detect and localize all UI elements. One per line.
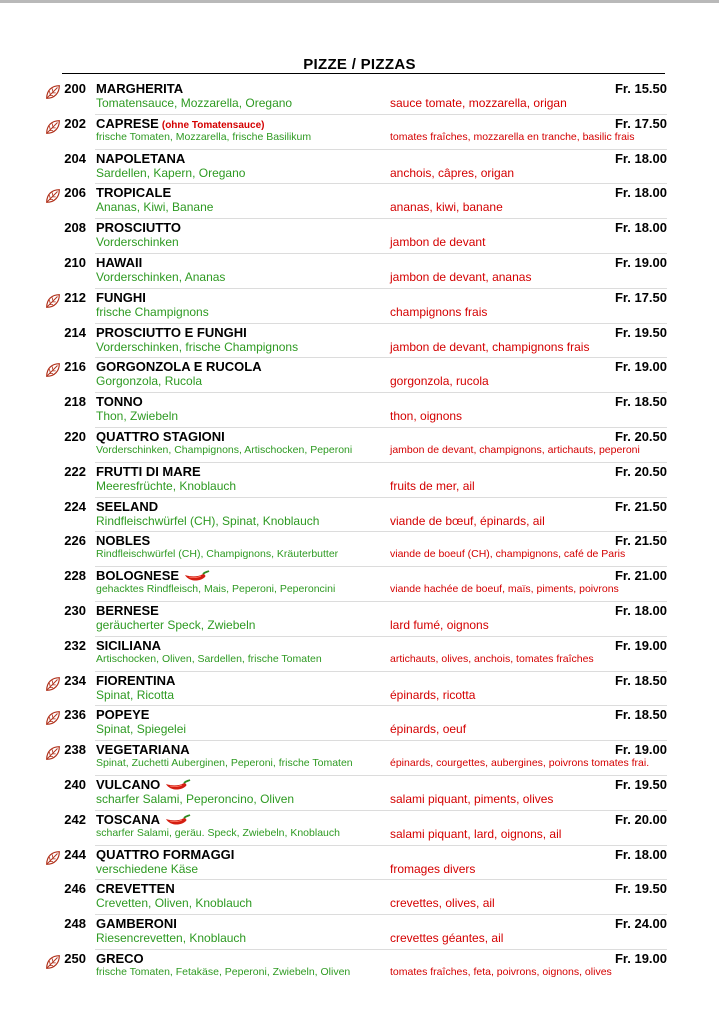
item-description-de: Riesencrevetten, Knoblauch bbox=[96, 931, 247, 946]
item-price: Fr. 20.50 bbox=[614, 463, 667, 479]
item-name-line bbox=[96, 533, 150, 548]
item-name: TROPICALE bbox=[96, 185, 172, 201]
leaf-icon bbox=[44, 83, 62, 101]
item-price: Fr. 18.00 bbox=[614, 602, 667, 618]
item-name: SEELAND bbox=[96, 498, 159, 514]
item-number: 230 bbox=[64, 602, 86, 618]
item-description-fr: sauce tomate, mozzarella, origan bbox=[390, 96, 567, 110]
item-number: 204 bbox=[64, 150, 86, 166]
item-price: Fr. 20.50 bbox=[614, 428, 667, 444]
item-price: Fr. 19.50 bbox=[614, 324, 667, 340]
item-name: NAPOLETANA bbox=[96, 150, 186, 166]
leaf-icon bbox=[44, 187, 62, 205]
item-name: FUNGHI bbox=[96, 289, 146, 305]
menu-item bbox=[0, 673, 719, 708]
item-price: Fr. 21.50 bbox=[614, 498, 667, 514]
item-description-fr: épinards, courgettes, aubergines, poivrons tomates frai. bbox=[390, 757, 650, 770]
item-name: QUATTRO STAGIONI bbox=[96, 428, 225, 444]
item-name: VEGETARIANA bbox=[96, 742, 190, 758]
leaf-icon bbox=[44, 709, 62, 727]
item-name: GRECO bbox=[96, 950, 144, 966]
item-price: Fr. 18.50 bbox=[614, 672, 667, 688]
item-description-de: verschiedene Käse bbox=[96, 861, 199, 876]
leaf-icon bbox=[44, 675, 62, 693]
item-description-fr: salami piquant, lard, oignons, ail bbox=[390, 826, 562, 841]
item-price: Fr. 19.00 bbox=[614, 254, 667, 270]
item-description-fr: champignons frais bbox=[390, 304, 488, 319]
item-name: NOBLES bbox=[96, 533, 151, 549]
item-name: FRUTTI DI MARE bbox=[96, 463, 201, 479]
leaf-icon bbox=[44, 849, 62, 867]
item-price: Fr. 17.50 bbox=[614, 115, 667, 131]
chili-icon bbox=[164, 813, 192, 827]
item-price: Fr. 19.50 bbox=[614, 881, 667, 897]
item-description-fr: jambon de devant, champignons frais bbox=[390, 339, 590, 354]
menu-item bbox=[0, 359, 719, 394]
item-description-fr: lard fumé, oignons bbox=[390, 617, 489, 632]
item-price: Fr. 24.00 bbox=[614, 916, 667, 932]
item-price: Fr. 18.00 bbox=[614, 185, 667, 201]
item-description-de: Thon, Zwiebeln bbox=[96, 409, 179, 424]
item-number: 208 bbox=[64, 220, 86, 236]
item-name: GORGONZOLA E RUCOLA bbox=[96, 359, 262, 375]
menu-item bbox=[0, 151, 719, 186]
item-name: POPEYE bbox=[96, 707, 150, 723]
item-price: Fr. 17.50 bbox=[614, 289, 667, 305]
item-number: 232 bbox=[64, 637, 86, 653]
item-description-de: scharfer Salami, geräu. Speck, Zwiebeln, Knoblauch bbox=[96, 826, 340, 839]
item-description-fr: jambon de devant, ananas bbox=[390, 269, 532, 284]
menu-item bbox=[0, 394, 719, 429]
item-number: 240 bbox=[64, 776, 86, 792]
item-price: Fr. 20.00 bbox=[614, 811, 667, 827]
item-description-de: Meeresfrüchte, Knoblauch bbox=[96, 478, 237, 493]
item-price: Fr. 21.50 bbox=[614, 533, 667, 549]
item-number: 212 bbox=[64, 289, 86, 305]
item-name-line bbox=[96, 742, 190, 757]
menu-item bbox=[0, 116, 719, 151]
item-name-line bbox=[96, 394, 143, 409]
item-price: Fr. 18.50 bbox=[614, 394, 667, 410]
item-description-de: Vorderschinken bbox=[96, 235, 179, 250]
leaf-icon bbox=[44, 361, 62, 379]
item-number: 200 bbox=[64, 81, 86, 96]
chili-icon bbox=[183, 569, 211, 583]
menu-item bbox=[0, 707, 719, 742]
menu-item bbox=[0, 290, 719, 325]
item-description-de: Spinat, Spiegelei bbox=[96, 722, 187, 737]
item-number: 202 bbox=[64, 115, 86, 131]
item-name: CAPRESE bbox=[96, 115, 159, 131]
leaf-icon bbox=[44, 292, 62, 310]
item-description-de: Vorderschinken, Ananas bbox=[96, 269, 226, 284]
item-number: 228 bbox=[64, 568, 86, 584]
item-name: BOLOGNESE bbox=[96, 568, 180, 584]
item-name: HAWAII bbox=[96, 254, 143, 270]
item-description-fr: gorgonzola, rucola bbox=[390, 374, 489, 389]
menu-item bbox=[0, 603, 719, 638]
item-description-fr: anchois, câpres, origan bbox=[390, 165, 515, 180]
item-name-line bbox=[96, 881, 175, 896]
menu-item bbox=[0, 638, 719, 673]
item-price: Fr. 19.50 bbox=[614, 776, 667, 792]
item-name: QUATTRO FORMAGGI bbox=[96, 846, 235, 862]
item-name: PROSCIUTTO E FUNGHI bbox=[96, 324, 247, 340]
item-name-line bbox=[96, 847, 234, 862]
item-name-line bbox=[96, 255, 142, 270]
menu-item bbox=[0, 951, 719, 986]
item-description-de: Artischocken, Oliven, Sardellen, frische Tomaten bbox=[96, 652, 322, 665]
item-description-fr: viande de bœuf, épinards, ail bbox=[390, 513, 545, 528]
item-name: SICILIANA bbox=[96, 637, 161, 653]
item-description-fr: jambon de devant, champignons, artichauts, peperoni bbox=[390, 443, 640, 456]
item-description-fr: épinards, ricotta bbox=[390, 687, 476, 702]
item-name-line bbox=[96, 951, 144, 966]
item-price: Fr. 18.00 bbox=[614, 220, 667, 236]
item-description-fr: fruits de mer, ail bbox=[390, 478, 475, 493]
item-number: 242 bbox=[64, 811, 86, 827]
item-description-de: frische Tomaten, Fetakäse, Peperoni, Zwiebeln, Oliven bbox=[96, 965, 351, 978]
item-number: 238 bbox=[64, 742, 86, 758]
item-name-line bbox=[96, 185, 171, 200]
item-name-line bbox=[96, 638, 161, 653]
item-description-fr: fromages divers bbox=[390, 861, 476, 876]
menu-item bbox=[0, 325, 719, 360]
item-name: GAMBERONI bbox=[96, 916, 177, 932]
item-number: 226 bbox=[64, 533, 86, 549]
item-description-de: Rindfleischwürfel (CH), Spinat, Knoblauch bbox=[96, 513, 320, 528]
item-description-de: geräucherter Speck, Zwiebeln bbox=[96, 617, 256, 632]
item-description-de: Spinat, Ricotta bbox=[96, 687, 175, 702]
menu-item bbox=[0, 499, 719, 534]
item-description-fr: viande de boeuf (CH), champignons, café de Paris bbox=[390, 548, 626, 561]
item-price: Fr. 21.00 bbox=[614, 568, 667, 584]
menu-item bbox=[0, 81, 719, 116]
item-name-line bbox=[96, 916, 177, 931]
menu-item bbox=[0, 916, 719, 951]
menu-item bbox=[0, 255, 719, 290]
menu-item bbox=[0, 464, 719, 499]
item-name: FIORENTINA bbox=[96, 672, 176, 688]
item-number: 236 bbox=[64, 707, 86, 723]
item-note: (ohne Tomatensauce) bbox=[161, 119, 265, 131]
item-name: TONNO bbox=[96, 394, 143, 410]
item-price: Fr. 18.50 bbox=[614, 707, 667, 723]
item-number: 244 bbox=[64, 846, 86, 862]
item-description-de: Sardellen, Kapern, Oregano bbox=[96, 165, 246, 180]
item-description-fr: artichauts, olives, anchois, tomates fraîches bbox=[390, 652, 594, 665]
chili-icon bbox=[164, 778, 192, 792]
item-price: Fr. 18.00 bbox=[614, 150, 667, 166]
item-name-line bbox=[96, 325, 247, 340]
menu-item bbox=[0, 185, 719, 220]
item-price: Fr. 19.00 bbox=[614, 637, 667, 653]
top-border bbox=[0, 0, 719, 3]
item-description-de: gehacktes Rindfleisch, Mais, Peperoni, Peperoncini bbox=[96, 583, 336, 596]
item-name-line bbox=[96, 429, 225, 444]
item-name: BERNESE bbox=[96, 602, 159, 618]
menu-item bbox=[0, 742, 719, 777]
item-description-fr: épinards, oeuf bbox=[390, 722, 467, 737]
item-description-fr: ananas, kiwi, banane bbox=[390, 200, 503, 215]
leaf-icon bbox=[44, 744, 62, 762]
menu-item bbox=[0, 812, 719, 847]
item-name: CREVETTEN bbox=[96, 881, 175, 897]
item-number: 220 bbox=[64, 428, 86, 444]
item-description-de: Tomatensauce, Mozzarella, Oregano bbox=[96, 96, 293, 110]
item-description-fr: crevettes géantes, ail bbox=[390, 931, 504, 946]
item-description-de: scharfer Salami, Peperoncino, Oliven bbox=[96, 791, 295, 806]
item-number: 214 bbox=[64, 324, 86, 340]
item-price: Fr. 18.00 bbox=[614, 846, 667, 862]
item-number: 224 bbox=[64, 498, 86, 514]
item-number: 246 bbox=[64, 881, 86, 897]
item-description-de: Vorderschinken, Champignons, Artischocken, Peperoni bbox=[96, 443, 353, 456]
item-description-fr: thon, oignons bbox=[390, 409, 463, 424]
menu-item bbox=[0, 568, 719, 603]
item-number: 218 bbox=[64, 394, 86, 410]
item-name-line bbox=[96, 464, 201, 479]
item-name-line bbox=[96, 707, 149, 722]
item-name-line bbox=[96, 777, 192, 792]
item-name: VULCANO bbox=[96, 776, 161, 792]
item-name: MARGHERITA bbox=[96, 81, 184, 96]
item-name-line bbox=[96, 812, 192, 827]
item-name-line bbox=[96, 359, 262, 374]
item-description-de: Vorderschinken, frische Champignons bbox=[96, 339, 299, 354]
item-price: Fr. 19.00 bbox=[614, 950, 667, 966]
item-description-fr: viande hachée de boeuf, maïs, piments, poivrons bbox=[390, 583, 619, 596]
item-description-fr: tomates fraîches, mozzarella en tranche, basilic frais bbox=[390, 130, 635, 143]
item-number: 216 bbox=[64, 359, 86, 375]
title-underline bbox=[62, 73, 665, 74]
item-name-line bbox=[96, 603, 159, 618]
item-price: Fr. 19.00 bbox=[614, 359, 667, 375]
item-description-de: frische Champignons bbox=[96, 304, 209, 319]
menu-item bbox=[0, 220, 719, 255]
item-name-line bbox=[96, 116, 264, 131]
item-name-line bbox=[96, 499, 158, 514]
menu-item bbox=[0, 777, 719, 812]
leaf-icon bbox=[44, 118, 62, 136]
menu-item bbox=[0, 533, 719, 568]
leaf-icon bbox=[44, 953, 62, 971]
item-number: 250 bbox=[64, 950, 86, 966]
item-name-line bbox=[96, 220, 181, 235]
item-description-fr: salami piquant, piments, olives bbox=[390, 791, 554, 806]
item-description-fr: crevettes, olives, ail bbox=[390, 896, 495, 911]
item-number: 248 bbox=[64, 916, 86, 932]
item-number: 222 bbox=[64, 463, 86, 479]
item-price: Fr. 15.50 bbox=[614, 81, 667, 96]
menu-item bbox=[0, 847, 719, 882]
item-price: Fr. 19.00 bbox=[614, 742, 667, 758]
item-description-de: Ananas, Kiwi, Banane bbox=[96, 200, 214, 215]
item-name-line bbox=[96, 151, 185, 166]
item-name-line bbox=[96, 290, 146, 305]
page-title: PIZZE / PIZZAS bbox=[303, 56, 416, 73]
item-description-de: Gorgonzola, Rucola bbox=[96, 374, 203, 389]
item-name-line bbox=[96, 673, 175, 688]
item-number: 234 bbox=[64, 672, 86, 688]
item-number: 210 bbox=[64, 254, 86, 270]
item-name: TOSCANA bbox=[96, 811, 161, 827]
item-name-line bbox=[96, 568, 211, 583]
item-description-fr: tomates fraîches, feta, poivrons, oignons, olives bbox=[390, 965, 612, 978]
item-description-de: frische Tomaten, Mozzarella, frische Basilikum bbox=[96, 130, 312, 143]
menu-item bbox=[0, 881, 719, 916]
menu-item bbox=[0, 429, 719, 464]
item-description-fr: jambon de devant bbox=[390, 235, 486, 250]
item-description-de: Rindfleischwürfel (CH), Champignons, Kräuterbutter bbox=[96, 548, 339, 561]
item-number: 206 bbox=[64, 185, 86, 201]
item-description-de: Spinat, Zuchetti Auberginen, Peperoni, frische Tomaten bbox=[96, 757, 353, 770]
item-description-de: Crevetten, Oliven, Knoblauch bbox=[96, 896, 253, 911]
pizza-menu-list bbox=[0, 81, 719, 986]
item-name-line bbox=[96, 81, 183, 96]
item-name: PROSCIUTTO bbox=[96, 220, 181, 236]
